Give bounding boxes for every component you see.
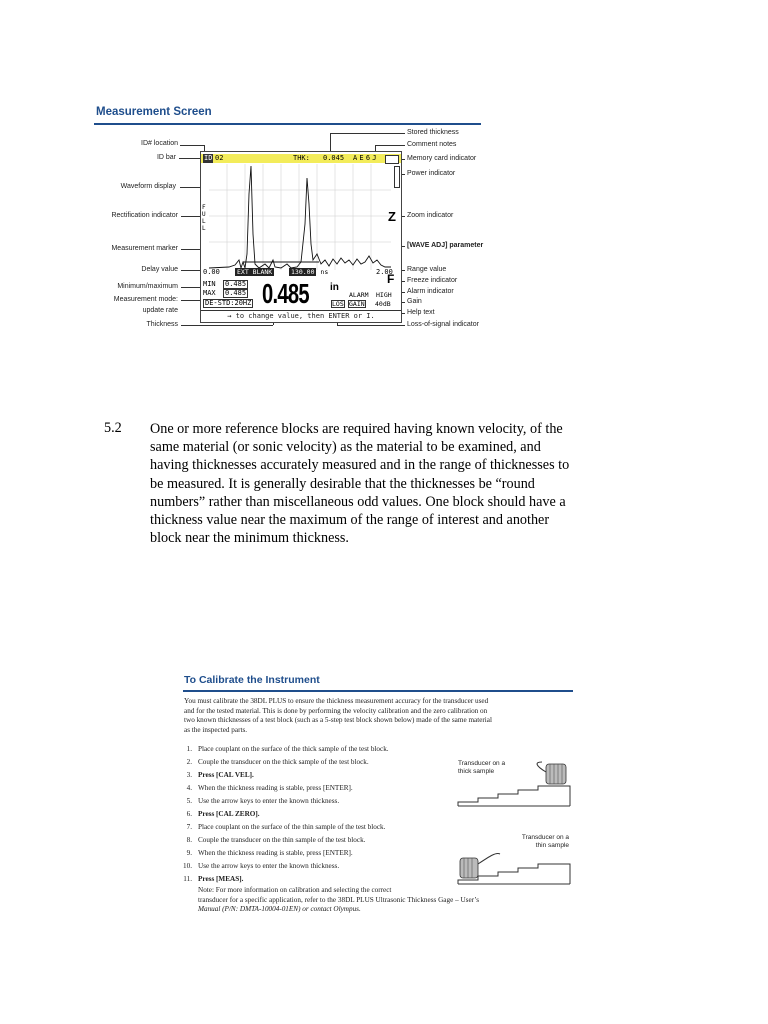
callout-comment-notes: Comment notes	[407, 141, 457, 148]
rectification-indicator: F U L L	[202, 204, 206, 232]
callout-range-value: Range value	[407, 266, 447, 273]
freeze-indicator: F	[387, 272, 395, 286]
leader	[330, 133, 331, 153]
step-item: 3. Press [CAL VEL].	[186, 771, 254, 779]
calibrate-note	[198, 886, 479, 915]
step-item: 7. Place couplant on the surface of the thin sample of the test block.	[186, 823, 386, 831]
intro-line: two known thicknesses of a test block (such as a 5-step test block shown below) made of the same material	[184, 716, 492, 724]
caption-line: Transducer on a	[521, 834, 569, 841]
callout-wave-adj: [WAVE ADJ] parameter	[407, 242, 484, 249]
thickness-unit: in	[330, 282, 339, 293]
alarm-value: HIGH	[376, 291, 392, 299]
leader	[181, 270, 201, 271]
callout-power-indicator: Power indicator	[407, 170, 456, 177]
callout-min-max: Minimum/maximum	[117, 283, 178, 290]
leader	[179, 158, 201, 159]
step-item: 1. Place couplant on the surface of the thick sample of the test block.	[186, 745, 389, 753]
marker-unit: ns	[320, 268, 329, 276]
leader	[181, 216, 201, 217]
step-block	[458, 786, 570, 806]
measurement-mode: DE-STD:20HZ	[205, 299, 252, 307]
gain-label: GAIN	[349, 300, 365, 308]
intro-line: as the inspected parts.	[184, 725, 248, 734]
measurement-heading-rule	[94, 123, 481, 125]
caption-line: thick sample	[458, 768, 495, 775]
thk-label: THK:	[293, 154, 310, 162]
measurement-heading: Measurement Screen	[96, 106, 212, 118]
para-line: One or more reference blocks are required having known velocity, of the	[150, 421, 563, 437]
leader	[180, 187, 200, 188]
thick-sample-illustration	[456, 760, 572, 810]
section-number: 5.2	[104, 420, 122, 436]
max-value: 0.485	[225, 289, 247, 297]
calibrate-intro	[184, 697, 574, 735]
marker-value: 130.00	[291, 268, 315, 276]
id-value: 02	[215, 154, 224, 162]
callout-zoom-indicator: Zoom indicator	[407, 212, 454, 219]
step-item: 9. When the thickness reading is stable, press [ENTER].	[186, 849, 353, 857]
para-line: numbers” rather than miscellaneous odd values. One block should have a	[150, 493, 566, 510]
gauge-screen	[200, 151, 402, 323]
callout-alarm-indicator: Alarm indicator	[407, 288, 454, 295]
callout-waveform-display: Waveform display	[120, 183, 176, 190]
marker-value-badge	[289, 268, 328, 276]
step-item: 8. Couple the transducer on the thin sample of the test block.	[186, 836, 366, 844]
leader	[181, 300, 201, 301]
step-item: 11. Press [MEAS].	[183, 875, 244, 883]
transducer-cable	[537, 762, 546, 772]
para-line: be measured. It is generally desirable that the thicknesses be “round	[150, 475, 535, 492]
transducer-icon	[546, 764, 566, 784]
leader	[181, 287, 201, 288]
caption-line: thin sample	[535, 842, 569, 849]
step-item: 4. When the thickness reading is stable, press [ENTER].	[186, 784, 353, 792]
gain-value: 40dB	[375, 300, 391, 308]
para-line: same material (or sonic velocity) as the material to be examined, and	[150, 439, 541, 456]
waveform-trace	[209, 166, 391, 268]
grid	[209, 164, 391, 270]
leader	[330, 133, 405, 134]
step-item: 5. Use the arrow keys to enter the known thickness.	[186, 797, 340, 805]
callout-id-bar: ID bar	[156, 154, 176, 161]
leader	[180, 145, 204, 146]
note-line: transducer for a specific application, refer to the 38DL PLUS Ultrasonic Thickness Gage – User’s	[198, 895, 480, 904]
section-5-2-paragraph	[150, 420, 604, 547]
thickness-reading: 0.485	[262, 278, 309, 309]
transducer-icon	[460, 858, 478, 878]
min-value: 0.485	[225, 280, 247, 288]
callout-loss-of-signal: Loss-of-signal indicator	[407, 321, 479, 328]
leader	[337, 325, 405, 326]
callout-rectification-indicator: Rectification indicator	[111, 212, 178, 219]
calibrate-heading: To Calibrate the Instrument	[184, 674, 320, 686]
calibrate-heading-rule	[183, 690, 573, 692]
callout-delay-value: Delay value	[141, 266, 178, 273]
id-bar	[201, 154, 401, 163]
thin-sample-illustration	[456, 848, 572, 888]
min-label: MIN	[203, 280, 216, 288]
note-line: Manual (P/N: DMTA-10004-01EN) or contact Olympus.	[198, 905, 361, 913]
step-item: 10. Use the arrow keys to enter the known thickness.	[183, 862, 340, 870]
id-prefix: ID	[204, 154, 213, 162]
thk-value: 0.045	[323, 154, 345, 162]
alarm-label: ALARM	[349, 291, 369, 299]
callout-thickness: Thickness	[146, 321, 178, 328]
callout-update-rate: update rate	[142, 307, 178, 314]
leader	[375, 145, 405, 146]
intro-line: and for the tested material. This is done by performing the velocity calibration and the zero calibration on	[184, 706, 488, 715]
ext-blank-badge: EXT BLANK	[237, 268, 273, 276]
power-icon	[394, 166, 400, 188]
para-line: thickness value near the maximum of the range of interest and another	[150, 512, 550, 529]
leader	[181, 325, 273, 326]
help-text: → to change value, then ENTER or I.	[201, 310, 401, 321]
memory-card-icon	[385, 155, 399, 164]
step-item: 6. Press [CAL ZERO].	[186, 810, 260, 818]
max-label: MAX	[203, 289, 216, 297]
note-line: Note: For more information on calibration and selecting the correct	[198, 886, 392, 894]
caption-line: Transducer on a	[458, 760, 506, 767]
para-line: block near the minimum thickness.	[150, 530, 349, 547]
transducer-cable	[478, 853, 500, 864]
callout-memory-card: Memory card indicator	[407, 155, 477, 162]
los-indicator: LOS	[332, 300, 344, 308]
para-line: having thicknesses accurately measured and in the range of thicknesses to	[150, 457, 570, 474]
intro-line: You must calibrate the 38DL PLUS to ensure the thickness measurement accuracy for the transducer used	[184, 697, 489, 705]
step-item: 2. Couple the transducer on the thick sample of the test block.	[186, 758, 369, 766]
callout-stored-thickness: Stored thickness	[407, 129, 459, 136]
callout-measurement-mode: Measurement mode:	[113, 296, 178, 303]
zoom-indicator: Z	[388, 209, 396, 224]
comment-notes: A E 6 J	[353, 154, 376, 162]
callout-freeze-indicator: Freeze indicator	[407, 277, 458, 284]
waveform-display	[209, 164, 391, 272]
callout-measurement-marker: Measurement marker	[111, 245, 178, 252]
range-value: 2.00	[376, 268, 393, 276]
callout-gain: Gain	[407, 298, 422, 305]
callout-id-location: ID# location	[141, 140, 178, 147]
delay-value: 0.00	[203, 268, 220, 276]
callout-help-text: Help text	[407, 309, 435, 316]
